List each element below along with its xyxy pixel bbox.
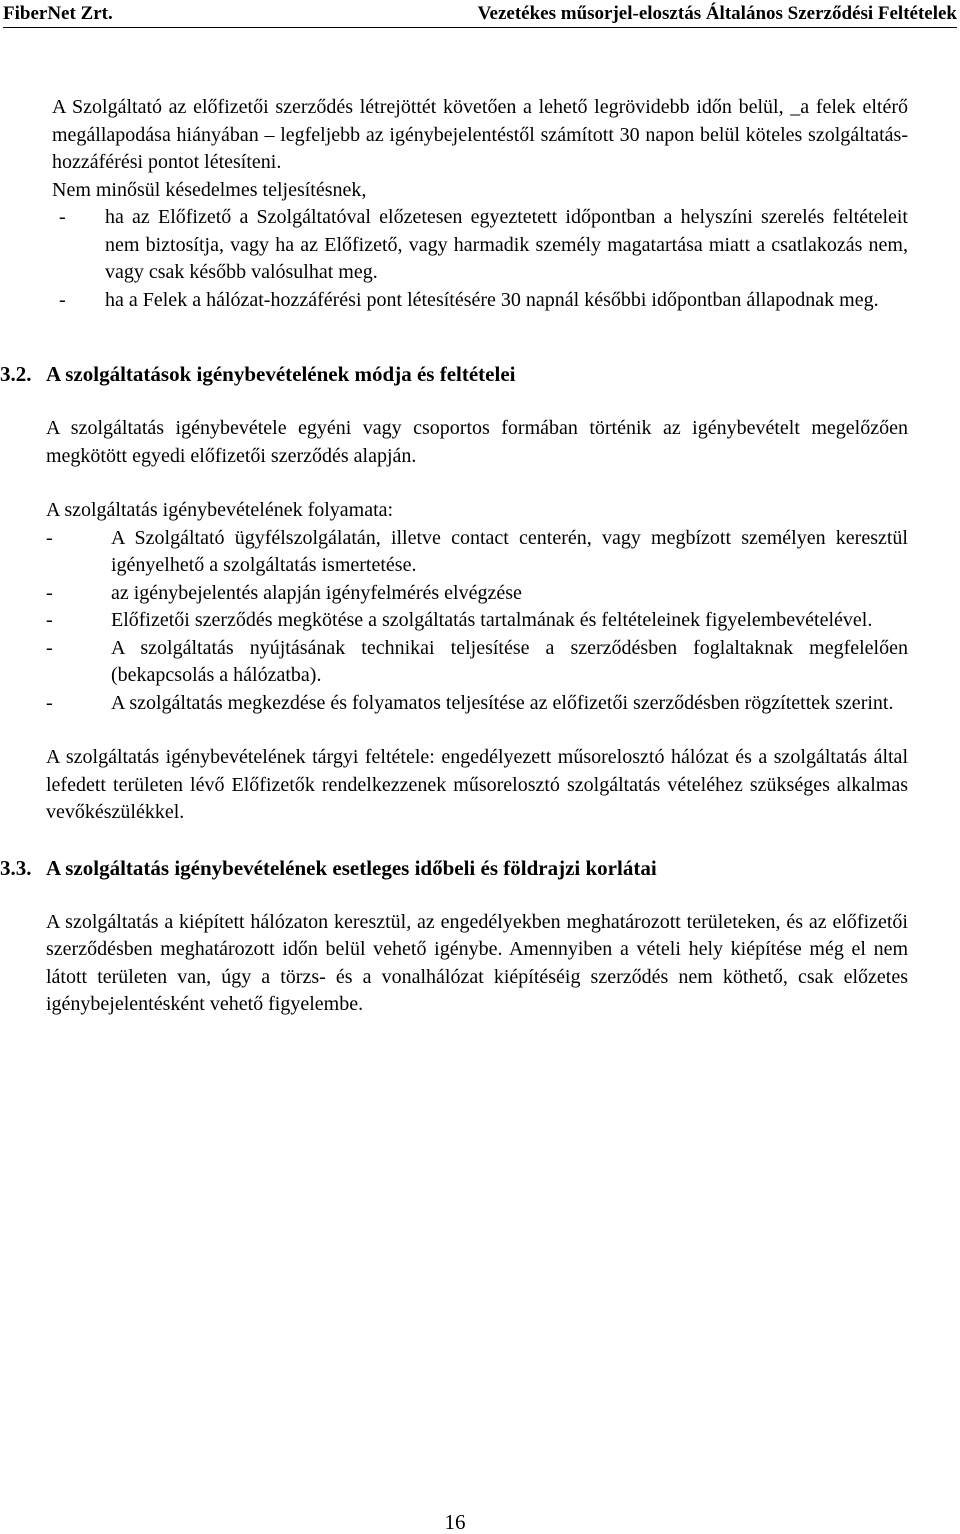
header-document-title: Vezetékes műsorjel-elosztás Általános Szerződési Feltételek [477,3,957,24]
process-list [46,525,908,718]
section-3-3-paragraph: A szolgáltatás a kiépített hálózaton keresztül, az engedélyekben meghatározott területeken, és az előfizetői szerződésben meghatározott időn belül vehető igénybe. Amennyiben a vételi hely kiépítése még el nem látott területen van, úgy a törzs- és a vonalhálózat kiépítéséig szerződés nem köthető, csak előzetes igénybejelentésként vehető figyelembe. [46,910,908,1015]
list-item [46,690,908,718]
list-item [46,204,908,287]
not-delayed-list [46,204,908,314]
section-number: 3.3. [0,855,32,880]
dash-marker: - [46,691,53,714]
list-item-text: az igénybejelentés alapján igényfelmérés elvégzése [111,581,522,604]
dash-marker: - [46,609,53,631]
section-title: A szolgáltatások igénybevételének módja és feltételei [46,362,516,386]
dash-marker: - [46,526,53,549]
condition-paragraph: A szolgáltatás igénybevételének tárgyi feltétele: engedélyezett műsorelosztó hálózat és a szolgáltatás által lefedett területen lévő Előfizetők rendelkezzenek műsorelosztó szolgáltatás vételéhez szükséges alkalmas vevőkészülékkel. [46,746,908,823]
document-body [0,94,908,1019]
section-3-2-heading [0,360,908,388]
list-item [46,580,908,608]
list-item-text: Előfizetői szerződés megkötése a szolgáltatás tartalmának és feltételeinek figyelembevételével. [111,609,873,631]
not-delayed-intro: Nem minősül késedelmes teljesítésnek, [52,178,367,201]
process-title: A szolgáltatás igénybevételének folyamata: [46,499,394,521]
list-item-text: ha a Felek a hálózat-hozzáférési pont létesítésére 30 napnál későbbi időpontban állapodnak meg. [105,288,879,311]
list-item-text: A szolgáltatás nyújtásának technikai teljesítése a szerződésben foglaltaknak megfelelően (bekapcsolás a hálózatba). [111,636,908,686]
section-3-3-heading [0,854,908,882]
list-item [46,635,908,690]
section-3-2-paragraph: A szolgáltatás igénybevétele egyéni vagy csoportos formában történik az igénybevételt megelőzően megkötött egyedi előfizetői szerződés alapján. [46,417,908,467]
list-item-text: ha az Előfizető a Szolgáltatóval előzetesen egyeztetett időpontban a helyszíni szerelés feltételeit nem biztosítja, vagy ha az Előfizető, vagy harmadik személy magatartása miatt a csatlakozás nem, vagy csak később valósulhat meg. [105,206,908,283]
list-item [46,525,908,580]
list-item [46,607,908,635]
dash-marker: - [59,206,66,228]
section-number: 3.2. [0,362,32,386]
list-item-text: A szolgáltatás megkezdése és folyamatos teljesítése az előfizetői szerződésben rögzítettek szerint. [111,691,894,714]
dash-marker: - [59,288,66,311]
page-header [3,3,957,28]
header-company: FiberNet Zrt. [3,3,113,24]
section-title: A szolgáltatás igénybevételének esetleges időbeli és földrajzi korlátai [46,855,657,880]
page-number: 16 [444,1510,466,1534]
intro-paragraph: A Szolgáltató az előfizetői szerződés létrejöttét követően a lehető legrövidebb időn belül, _a felek eltérő megállapodása hiányában – legfeljebb az igénybejelentéstől számított 30 napon belül köteles szolgáltatás-hozzáférési pontot létesíteni. [52,96,908,173]
list-item [46,287,908,315]
dash-marker: - [46,581,53,604]
list-item-text: A Szolgáltató ügyfélszolgálatán, illetve contact centerén, vagy megbízott személyen keresztül igényelhető a szolgáltatás ismertetése. [111,526,908,576]
dash-marker: - [46,636,53,659]
